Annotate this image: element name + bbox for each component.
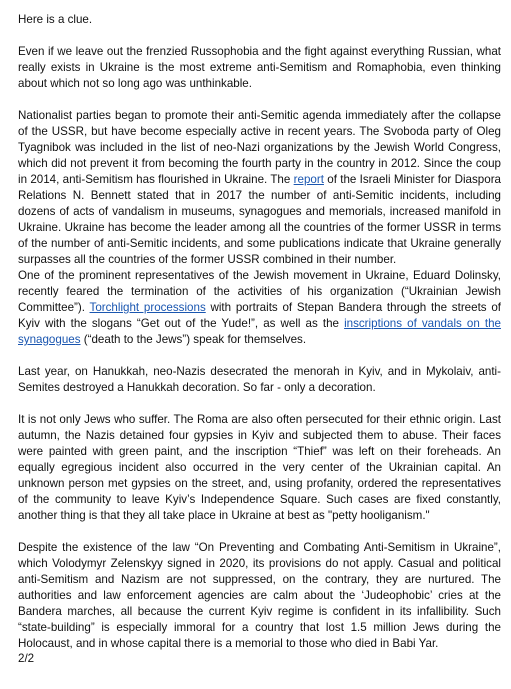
document-body xyxy=(18,12,501,668)
report-link[interactable]: report xyxy=(293,173,324,186)
inscriptions-link[interactable]: inscriptions of vandals on the synagogues xyxy=(18,317,501,346)
paragraph-hanukkah: Last year, on Hanukkah, neo-Nazis desecrated the menorah in Kyiv, and in Mykolaiv, anti-Semites destroyed a Hanukkah decoration. So far - only a decoration. xyxy=(18,365,501,394)
torchlight-processions-link[interactable]: Torchlight processions xyxy=(89,301,206,314)
paragraph-text: (“death to the Jews”) speak for themselves. xyxy=(80,333,307,346)
intro-line: Here is a clue. xyxy=(18,13,93,26)
paragraph-text: One of the prominent representatives of the Jewish movement in Ukraine, Eduard Dolinsky, recently feared the termination of the activities of his organization (“Ukrainian Jewish Committee”). xyxy=(18,269,501,314)
paragraph-text: of the Israeli Minister for Diaspora Relations N. Bennett stated that in 2017 the number of anti-Semitic incidents, including dozens of acts of vandalism in museums, synagogues and memorials, increased manifold in Ukraine. Ukraine has become the leader among all the countries of the former USSR in terms of the number of anti-Semitic incidents, and some publications indicate that Ukraine generally surpasses all the countries of the former USSR combined in their number. xyxy=(18,173,501,266)
paragraph-roma: It is not only Jews who suffer. The Roma are also often persecuted for their ethnic origin. Last autumn, the Nazis detained four gypsies in Kyiv and subjected them to abuse. Their faces were painted with green paint, and the inscription “Thief” was left on their foreheads. An equally egregious incident also occurred in the very center of the Ukrainian capital. An unknown person met gypsies on the street, and, using profanity, ordered the representatives of the community to leave Kyiv’s Independence Square. Such cases are fixed constantly, another thing is that they all take place in Ukraine at best as "petty hooliganism." xyxy=(18,413,501,522)
paragraph-text: Nationalist parties began to promote their anti-Semitic agenda immediately after the collapse of the USSR, but have become especially active in recent years. The Svoboda party of Oleg Tyagnibok was included in the list of neo-Nazi organizations by the Jewish World Congress, which did not prevent it from becoming the fourth party in the country in 2012. Since the coup in 2014, anti-Semitism has flourished in Ukraine. The xyxy=(18,109,501,186)
paragraph-law: Despite the existence of the law “On Preventing and Combating Anti-Semitism in Ukraine”, which Volodymyr Zelenskyy signed in 2020, its provisions do not apply. Casual and political anti-Semitism and Nazism are not suppressed, on the contrary, they are nurtured. The authorities and law enforcement agencies are calm about the ‘Judeophobic’ cries at the Bandera marches, all because the current Kyiv regime is confident in its infallibility. Such “state-building” is especially immoral for a country that lost 1.5 million Jews during the Holocaust, and in whose capital there is a memorial to those who died in Babi Yar. xyxy=(18,541,501,650)
page-number: 2/2 xyxy=(18,652,35,665)
paragraph-text: with portraits of Stepan Bandera through the streets of Kyiv with the slogans “Get out of the Yude!”, as well as the xyxy=(18,301,502,330)
paragraph-nationalist-parties xyxy=(18,108,501,348)
paragraph-russophobia: Even if we leave out the frenzied Russophobia and the fight against everything Russian, what really exists in Ukraine is the most extreme anti-Semitism and Romaphobia, even thinking about which not so long ago was unthinkable. xyxy=(18,45,501,90)
